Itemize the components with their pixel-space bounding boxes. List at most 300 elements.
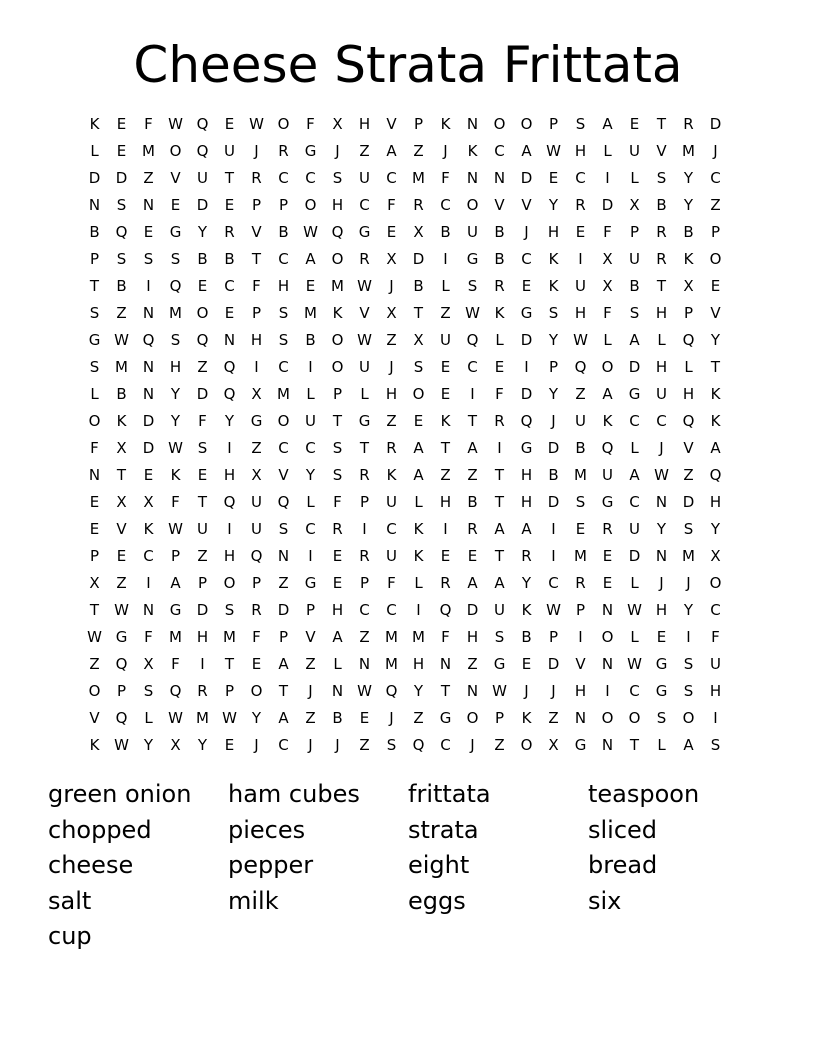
grid-letter[interactable]: S: [278, 304, 289, 322]
grid-letter[interactable]: Z: [467, 655, 478, 673]
grid-letter[interactable]: I: [497, 439, 502, 457]
grid-letter[interactable]: J: [470, 736, 475, 754]
grid-letter[interactable]: Q: [331, 223, 344, 241]
grid-letter[interactable]: K: [332, 304, 343, 322]
grid-letter[interactable]: E: [575, 520, 586, 538]
grid-letter[interactable]: U: [197, 169, 208, 187]
grid-letter[interactable]: U: [629, 520, 640, 538]
grid-letter[interactable]: S: [116, 250, 127, 268]
grid-letter[interactable]: B: [440, 223, 451, 241]
grid-letter[interactable]: Y: [305, 466, 316, 484]
grid-letter[interactable]: Y: [548, 196, 559, 214]
grid-letter[interactable]: I: [578, 628, 583, 646]
grid-letter[interactable]: J: [524, 682, 529, 700]
grid-letter[interactable]: A: [494, 574, 505, 592]
grid-letter[interactable]: E: [521, 655, 532, 673]
grid-letter[interactable]: J: [335, 142, 340, 160]
grid-letter[interactable]: O: [331, 250, 344, 268]
grid-letter[interactable]: B: [683, 223, 694, 241]
grid-letter[interactable]: X: [602, 250, 613, 268]
grid-letter[interactable]: C: [278, 169, 289, 187]
grid-letter[interactable]: S: [170, 250, 181, 268]
grid-letter[interactable]: B: [575, 439, 586, 457]
grid-letter[interactable]: Z: [494, 736, 505, 754]
grid-letter[interactable]: S: [89, 358, 100, 376]
grid-letter[interactable]: C: [656, 412, 667, 430]
grid-letter[interactable]: G: [169, 223, 182, 241]
grid-letter[interactable]: S: [143, 682, 154, 700]
grid-letter[interactable]: K: [170, 466, 181, 484]
grid-letter[interactable]: R: [575, 574, 586, 592]
grid-letter[interactable]: Q: [385, 682, 398, 700]
grid-letter[interactable]: L: [495, 331, 504, 349]
grid-letter[interactable]: Y: [197, 736, 208, 754]
grid-letter[interactable]: P: [224, 682, 235, 700]
grid-letter[interactable]: D: [88, 169, 101, 187]
grid-letter[interactable]: T: [467, 412, 478, 430]
grid-letter[interactable]: M: [574, 547, 587, 565]
grid-letter[interactable]: H: [439, 493, 452, 511]
grid-letter[interactable]: F: [252, 628, 261, 646]
grid-letter[interactable]: K: [413, 520, 424, 538]
grid-letter[interactable]: P: [278, 628, 289, 646]
grid-letter[interactable]: Z: [413, 142, 424, 160]
grid-letter[interactable]: G: [628, 385, 641, 403]
grid-letter[interactable]: U: [494, 601, 505, 619]
grid-letter[interactable]: M: [196, 709, 209, 727]
grid-letter[interactable]: F: [252, 277, 261, 295]
grid-letter[interactable]: T: [197, 493, 208, 511]
grid-letter[interactable]: Z: [278, 574, 289, 592]
grid-letter[interactable]: M: [385, 655, 398, 673]
grid-letter[interactable]: M: [682, 547, 695, 565]
grid-letter[interactable]: X: [89, 574, 100, 592]
grid-letter[interactable]: E: [197, 466, 208, 484]
grid-letter[interactable]: G: [115, 628, 128, 646]
grid-letter[interactable]: G: [358, 412, 371, 430]
grid-letter[interactable]: T: [656, 115, 667, 133]
grid-letter[interactable]: V: [116, 520, 127, 538]
grid-letter[interactable]: J: [335, 736, 340, 754]
grid-letter[interactable]: P: [89, 250, 100, 268]
grid-letter[interactable]: N: [277, 547, 290, 565]
grid-letter[interactable]: O: [169, 142, 182, 160]
grid-letter[interactable]: E: [413, 412, 424, 430]
grid-letter[interactable]: C: [305, 520, 316, 538]
grid-letter[interactable]: U: [386, 547, 397, 565]
grid-letter[interactable]: V: [710, 304, 721, 322]
grid-letter[interactable]: C: [386, 601, 397, 619]
grid-letter[interactable]: F: [306, 115, 315, 133]
grid-letter[interactable]: N: [358, 655, 371, 673]
grid-letter[interactable]: L: [333, 655, 342, 673]
grid-letter[interactable]: Z: [386, 331, 397, 349]
grid-letter[interactable]: U: [467, 223, 478, 241]
grid-letter[interactable]: E: [332, 574, 343, 592]
grid-letter[interactable]: G: [655, 655, 668, 673]
grid-letter[interactable]: U: [575, 412, 586, 430]
grid-letter[interactable]: G: [439, 709, 452, 727]
grid-letter[interactable]: B: [548, 466, 559, 484]
grid-letter[interactable]: O: [466, 196, 479, 214]
grid-letter[interactable]: A: [494, 520, 505, 538]
grid-letter[interactable]: A: [521, 142, 532, 160]
grid-letter[interactable]: B: [413, 277, 424, 295]
grid-letter[interactable]: U: [386, 493, 397, 511]
grid-letter[interactable]: F: [333, 493, 342, 511]
grid-letter[interactable]: E: [224, 115, 235, 133]
grid-letter[interactable]: N: [493, 169, 506, 187]
grid-letter[interactable]: O: [250, 682, 263, 700]
grid-letter[interactable]: S: [656, 169, 667, 187]
grid-letter[interactable]: P: [251, 574, 262, 592]
grid-letter[interactable]: R: [602, 520, 613, 538]
grid-letter[interactable]: P: [413, 115, 424, 133]
grid-letter[interactable]: W: [627, 601, 642, 619]
grid-letter[interactable]: Z: [116, 304, 127, 322]
grid-letter[interactable]: B: [116, 385, 127, 403]
grid-letter[interactable]: T: [413, 304, 424, 322]
grid-letter[interactable]: M: [169, 304, 182, 322]
grid-letter[interactable]: H: [223, 547, 236, 565]
grid-letter[interactable]: Z: [197, 358, 208, 376]
grid-letter[interactable]: X: [602, 277, 613, 295]
grid-letter[interactable]: Q: [196, 331, 209, 349]
grid-letter[interactable]: J: [389, 709, 394, 727]
grid-letter[interactable]: X: [548, 736, 559, 754]
grid-letter[interactable]: T: [89, 601, 100, 619]
grid-letter[interactable]: R: [494, 412, 505, 430]
grid-letter[interactable]: J: [551, 412, 556, 430]
grid-letter[interactable]: Z: [548, 709, 559, 727]
grid-letter[interactable]: C: [278, 358, 289, 376]
grid-letter[interactable]: F: [171, 655, 180, 673]
grid-letter[interactable]: E: [143, 223, 154, 241]
grid-letter[interactable]: C: [521, 250, 532, 268]
grid-letter[interactable]: U: [251, 520, 262, 538]
grid-letter[interactable]: T: [278, 682, 289, 700]
grid-letter[interactable]: A: [467, 574, 478, 592]
grid-letter[interactable]: N: [142, 601, 155, 619]
grid-letter[interactable]: B: [521, 628, 532, 646]
grid-letter[interactable]: C: [305, 439, 316, 457]
grid-letter[interactable]: L: [90, 142, 99, 160]
grid-letter[interactable]: O: [412, 385, 425, 403]
grid-letter[interactable]: E: [575, 223, 586, 241]
grid-letter[interactable]: H: [169, 358, 182, 376]
grid-letter[interactable]: R: [278, 142, 289, 160]
grid-letter[interactable]: J: [551, 682, 556, 700]
grid-letter[interactable]: N: [466, 169, 479, 187]
grid-letter[interactable]: S: [683, 682, 694, 700]
grid-letter[interactable]: G: [358, 223, 371, 241]
grid-letter[interactable]: D: [709, 115, 722, 133]
grid-letter[interactable]: D: [277, 601, 290, 619]
grid-letter[interactable]: C: [224, 277, 235, 295]
grid-letter[interactable]: Q: [223, 493, 236, 511]
grid-letter[interactable]: M: [331, 277, 344, 295]
grid-letter[interactable]: K: [386, 466, 397, 484]
grid-letter[interactable]: M: [412, 628, 425, 646]
grid-letter[interactable]: K: [521, 601, 532, 619]
grid-letter[interactable]: P: [683, 304, 694, 322]
grid-letter[interactable]: N: [655, 547, 668, 565]
grid-letter[interactable]: Q: [115, 655, 128, 673]
grid-letter[interactable]: L: [657, 331, 666, 349]
grid-letter[interactable]: V: [170, 169, 181, 187]
grid-letter[interactable]: Q: [466, 331, 479, 349]
grid-letter[interactable]: Y: [413, 682, 424, 700]
grid-letter[interactable]: U: [602, 466, 613, 484]
grid-letter[interactable]: C: [143, 547, 154, 565]
grid-letter[interactable]: M: [412, 169, 425, 187]
grid-letter[interactable]: H: [709, 493, 722, 511]
grid-letter[interactable]: A: [710, 439, 721, 457]
grid-letter[interactable]: F: [387, 574, 396, 592]
grid-letter[interactable]: V: [305, 628, 316, 646]
grid-letter[interactable]: Q: [520, 412, 533, 430]
grid-letter[interactable]: P: [251, 304, 262, 322]
grid-letter[interactable]: X: [170, 736, 181, 754]
grid-letter[interactable]: L: [630, 574, 639, 592]
grid-letter[interactable]: M: [385, 628, 398, 646]
grid-letter[interactable]: X: [413, 223, 424, 241]
grid-letter[interactable]: E: [602, 547, 613, 565]
grid-letter[interactable]: A: [413, 466, 424, 484]
grid-letter[interactable]: B: [116, 277, 127, 295]
grid-letter[interactable]: Z: [359, 142, 370, 160]
grid-letter[interactable]: B: [629, 277, 640, 295]
grid-letter[interactable]: W: [573, 331, 588, 349]
grid-letter[interactable]: D: [142, 439, 155, 457]
grid-letter[interactable]: K: [548, 250, 559, 268]
grid-letter[interactable]: E: [89, 520, 100, 538]
grid-letter[interactable]: K: [548, 277, 559, 295]
grid-letter[interactable]: H: [223, 466, 236, 484]
grid-letter[interactable]: D: [547, 493, 560, 511]
grid-letter[interactable]: O: [277, 115, 290, 133]
grid-letter[interactable]: H: [574, 304, 587, 322]
grid-letter[interactable]: C: [548, 574, 559, 592]
grid-letter[interactable]: N: [142, 196, 155, 214]
grid-letter[interactable]: H: [709, 682, 722, 700]
grid-letter[interactable]: J: [308, 736, 313, 754]
grid-letter[interactable]: S: [332, 466, 343, 484]
grid-letter[interactable]: R: [359, 250, 370, 268]
grid-letter[interactable]: K: [467, 142, 478, 160]
grid-letter[interactable]: E: [143, 466, 154, 484]
grid-letter[interactable]: T: [332, 412, 343, 430]
grid-letter[interactable]: D: [520, 331, 533, 349]
grid-letter[interactable]: O: [601, 628, 614, 646]
grid-letter[interactable]: V: [575, 655, 586, 673]
grid-letter[interactable]: V: [386, 115, 397, 133]
grid-letter[interactable]: G: [520, 439, 533, 457]
grid-letter[interactable]: D: [601, 196, 614, 214]
grid-letter[interactable]: P: [116, 682, 127, 700]
grid-letter[interactable]: D: [520, 385, 533, 403]
grid-letter[interactable]: G: [655, 682, 668, 700]
grid-letter[interactable]: P: [359, 493, 370, 511]
grid-letter[interactable]: S: [710, 736, 721, 754]
grid-letter[interactable]: Z: [575, 385, 586, 403]
grid-letter[interactable]: R: [332, 520, 343, 538]
grid-letter[interactable]: C: [359, 196, 370, 214]
grid-letter[interactable]: F: [387, 196, 396, 214]
grid-letter[interactable]: H: [655, 358, 668, 376]
grid-letter[interactable]: X: [116, 493, 127, 511]
grid-letter[interactable]: D: [142, 412, 155, 430]
grid-letter[interactable]: U: [197, 520, 208, 538]
grid-letter[interactable]: M: [115, 358, 128, 376]
grid-letter[interactable]: E: [116, 115, 127, 133]
grid-letter[interactable]: F: [603, 223, 612, 241]
grid-letter[interactable]: W: [546, 601, 561, 619]
grid-letter[interactable]: C: [710, 169, 721, 187]
grid-letter[interactable]: E: [386, 223, 397, 241]
grid-letter[interactable]: T: [89, 277, 100, 295]
grid-letter[interactable]: Y: [548, 331, 559, 349]
grid-letter[interactable]: U: [251, 493, 262, 511]
grid-letter[interactable]: L: [414, 493, 423, 511]
grid-letter[interactable]: J: [524, 223, 529, 241]
grid-letter[interactable]: X: [116, 439, 127, 457]
grid-letter[interactable]: K: [89, 736, 100, 754]
grid-letter[interactable]: S: [224, 601, 235, 619]
grid-letter[interactable]: C: [494, 142, 505, 160]
grid-letter[interactable]: J: [308, 682, 313, 700]
grid-letter[interactable]: C: [359, 601, 370, 619]
grid-letter[interactable]: S: [467, 277, 478, 295]
grid-letter[interactable]: J: [659, 439, 664, 457]
grid-letter[interactable]: U: [656, 385, 667, 403]
grid-letter[interactable]: A: [602, 115, 613, 133]
grid-letter[interactable]: U: [575, 277, 586, 295]
grid-letter[interactable]: Q: [709, 466, 722, 484]
grid-letter[interactable]: T: [224, 169, 235, 187]
grid-letter[interactable]: Y: [224, 412, 235, 430]
grid-letter[interactable]: J: [389, 358, 394, 376]
grid-letter[interactable]: B: [305, 331, 316, 349]
grid-letter[interactable]: T: [224, 655, 235, 673]
grid-letter[interactable]: B: [278, 223, 289, 241]
grid-letter[interactable]: Z: [143, 169, 154, 187]
grid-letter[interactable]: E: [305, 277, 316, 295]
grid-letter[interactable]: S: [197, 439, 208, 457]
grid-letter[interactable]: Q: [682, 412, 695, 430]
grid-letter[interactable]: W: [627, 655, 642, 673]
grid-letter[interactable]: L: [441, 277, 450, 295]
grid-letter[interactable]: R: [359, 466, 370, 484]
grid-letter[interactable]: O: [331, 331, 344, 349]
grid-letter[interactable]: U: [359, 169, 370, 187]
grid-letter[interactable]: C: [386, 520, 397, 538]
grid-letter[interactable]: Y: [170, 412, 181, 430]
grid-letter[interactable]: E: [467, 547, 478, 565]
grid-letter[interactable]: W: [87, 628, 102, 646]
grid-letter[interactable]: P: [278, 196, 289, 214]
grid-letter[interactable]: W: [168, 115, 183, 133]
grid-letter[interactable]: O: [601, 709, 614, 727]
grid-letter[interactable]: N: [142, 385, 155, 403]
grid-letter[interactable]: Q: [223, 358, 236, 376]
grid-letter[interactable]: Z: [386, 412, 397, 430]
grid-letter[interactable]: K: [440, 115, 451, 133]
grid-letter[interactable]: P: [548, 115, 559, 133]
grid-letter[interactable]: O: [709, 574, 722, 592]
grid-letter[interactable]: B: [494, 250, 505, 268]
grid-letter[interactable]: V: [656, 142, 667, 160]
grid-letter[interactable]: Y: [170, 385, 181, 403]
grid-letter[interactable]: C: [305, 169, 316, 187]
grid-letter[interactable]: H: [358, 115, 371, 133]
grid-letter[interactable]: I: [686, 628, 691, 646]
grid-letter[interactable]: O: [196, 304, 209, 322]
grid-letter[interactable]: W: [357, 331, 372, 349]
grid-letter[interactable]: A: [386, 142, 397, 160]
grid-letter[interactable]: P: [548, 358, 559, 376]
grid-letter[interactable]: K: [440, 412, 451, 430]
grid-letter[interactable]: L: [603, 331, 612, 349]
grid-letter[interactable]: V: [683, 439, 694, 457]
grid-letter[interactable]: Y: [197, 223, 208, 241]
grid-letter[interactable]: F: [441, 169, 450, 187]
grid-letter[interactable]: T: [494, 466, 505, 484]
grid-letter[interactable]: S: [575, 493, 586, 511]
grid-letter[interactable]: P: [89, 547, 100, 565]
grid-letter[interactable]: P: [359, 574, 370, 592]
grid-letter[interactable]: Z: [440, 304, 451, 322]
grid-letter[interactable]: U: [305, 412, 316, 430]
grid-letter[interactable]: S: [413, 358, 424, 376]
grid-letter[interactable]: N: [574, 709, 587, 727]
grid-letter[interactable]: A: [467, 439, 478, 457]
grid-letter[interactable]: G: [169, 601, 182, 619]
grid-letter[interactable]: R: [575, 196, 586, 214]
grid-letter[interactable]: R: [494, 277, 505, 295]
grid-letter[interactable]: H: [547, 223, 560, 241]
grid-letter[interactable]: Z: [683, 466, 694, 484]
grid-letter[interactable]: Y: [548, 385, 559, 403]
grid-letter[interactable]: C: [629, 493, 640, 511]
grid-letter[interactable]: H: [250, 331, 263, 349]
grid-letter[interactable]: X: [386, 250, 397, 268]
grid-letter[interactable]: L: [630, 439, 639, 457]
grid-letter[interactable]: I: [551, 547, 556, 565]
grid-letter[interactable]: O: [304, 196, 317, 214]
grid-letter[interactable]: X: [332, 115, 343, 133]
grid-letter[interactable]: Z: [467, 466, 478, 484]
grid-letter[interactable]: Z: [413, 709, 424, 727]
grid-letter[interactable]: A: [521, 520, 532, 538]
grid-letter[interactable]: C: [278, 439, 289, 457]
grid-letter[interactable]: S: [116, 196, 127, 214]
grid-letter[interactable]: A: [278, 709, 289, 727]
grid-letter[interactable]: G: [601, 493, 614, 511]
grid-letter[interactable]: P: [548, 628, 559, 646]
grid-letter[interactable]: P: [629, 223, 640, 241]
grid-letter[interactable]: D: [466, 601, 479, 619]
grid-letter[interactable]: M: [574, 466, 587, 484]
grid-letter[interactable]: D: [628, 358, 641, 376]
grid-letter[interactable]: F: [144, 628, 153, 646]
grid-letter[interactable]: H: [331, 196, 344, 214]
grid-letter[interactable]: X: [251, 466, 262, 484]
grid-letter[interactable]: H: [574, 142, 587, 160]
grid-letter[interactable]: A: [629, 331, 640, 349]
grid-letter[interactable]: O: [628, 709, 641, 727]
grid-letter[interactable]: U: [224, 142, 235, 160]
